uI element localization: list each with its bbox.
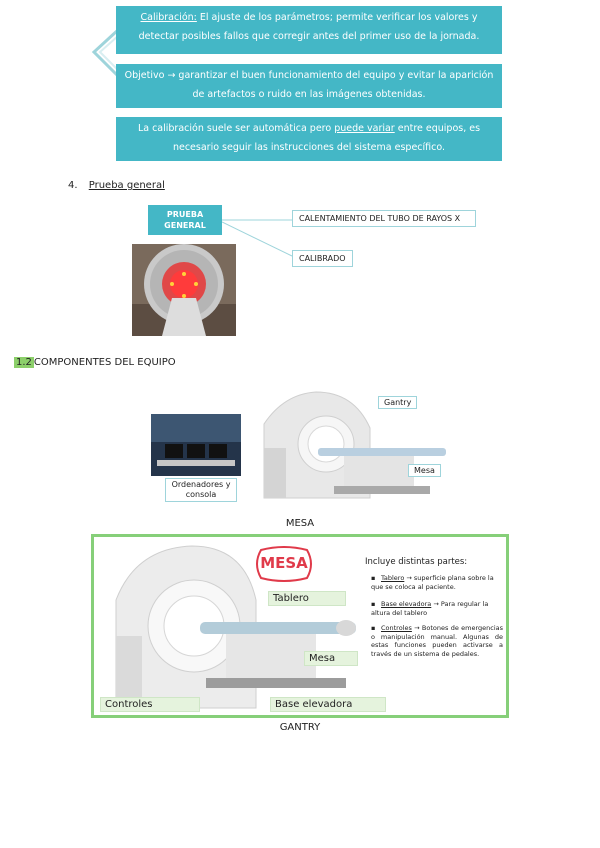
info-text: entre equipos, es necesario seguir las instrucciones del sistema específico.	[172, 123, 481, 153]
mesa-label-2: Mesa	[304, 651, 358, 666]
prueba-general-box: PRUEBA GENERAL	[148, 205, 222, 235]
bullet-icon: ▪	[371, 574, 376, 582]
prueba-item-calibrado: CALIBRADO	[292, 250, 353, 267]
info-box-objetivo	[116, 64, 502, 108]
console-photo	[151, 414, 241, 476]
info-lead: puede variar	[334, 123, 395, 134]
info-box-calibracion	[116, 6, 502, 54]
mesa-stamp-text: MESA	[260, 554, 308, 572]
ct-scanner-photo	[254, 388, 448, 500]
section-title: COMPONENTES DEL EQUIPO	[33, 357, 176, 368]
gantry-label: Gantry	[378, 396, 417, 409]
base-elevadora-label: Base elevadora	[270, 697, 386, 712]
info-text: El ajuste de los parámetros; permite verificar los valores y detectar posibles fallos que corregir antes del primer uso de la jornada.	[138, 12, 480, 42]
info-box-variacion	[116, 117, 502, 161]
caption-mesa: MESA	[285, 518, 315, 529]
mesa-label: Mesa	[408, 464, 441, 477]
part-item-base: ▪ Base elevadora → Para regular la altura del tablero	[371, 600, 489, 617]
info-text: → garantizar el buen funcionamiento del equipo y evitar la aparición de artefactos o ruido en las imágenes obtenidas.	[164, 70, 494, 100]
info-lead: Calibración:	[140, 12, 197, 23]
section-number: 4.	[68, 180, 78, 191]
section-1-2-heading	[14, 357, 176, 368]
bullet-icon: ▪	[371, 600, 376, 608]
part-item-controles: ▪ Controles → Botones de emergencias o manipulación manual. Algunas de estas funciones pueden activarse a través de un sistema de pedales.	[371, 624, 503, 658]
scanner-calibration-photo	[132, 244, 236, 336]
controles-label: Controles	[100, 697, 200, 712]
tablero-label: Tablero	[268, 591, 346, 606]
prueba-item-calentamiento: CALENTAMIENTO DEL TUBO DE RAYOS X	[292, 210, 476, 227]
info-pre: La calibración suele ser automática pero	[137, 123, 335, 134]
parts-intro: Incluye distintas partes:	[365, 557, 468, 567]
section-4-heading	[68, 180, 165, 191]
section-title: Prueba general	[88, 180, 165, 191]
console-label: Ordenadores y consola	[165, 478, 237, 502]
section-number: 1.2	[16, 357, 32, 368]
part-item-tablero: ▪ Tablero → superficie plana sobre la que se coloca al paciente.	[371, 574, 494, 591]
ct-mesa-photo	[96, 540, 358, 710]
info-lead: Objetivo	[124, 70, 165, 81]
bullet-icon: ▪	[371, 624, 376, 632]
caption-gantry: GANTRY	[279, 722, 321, 733]
